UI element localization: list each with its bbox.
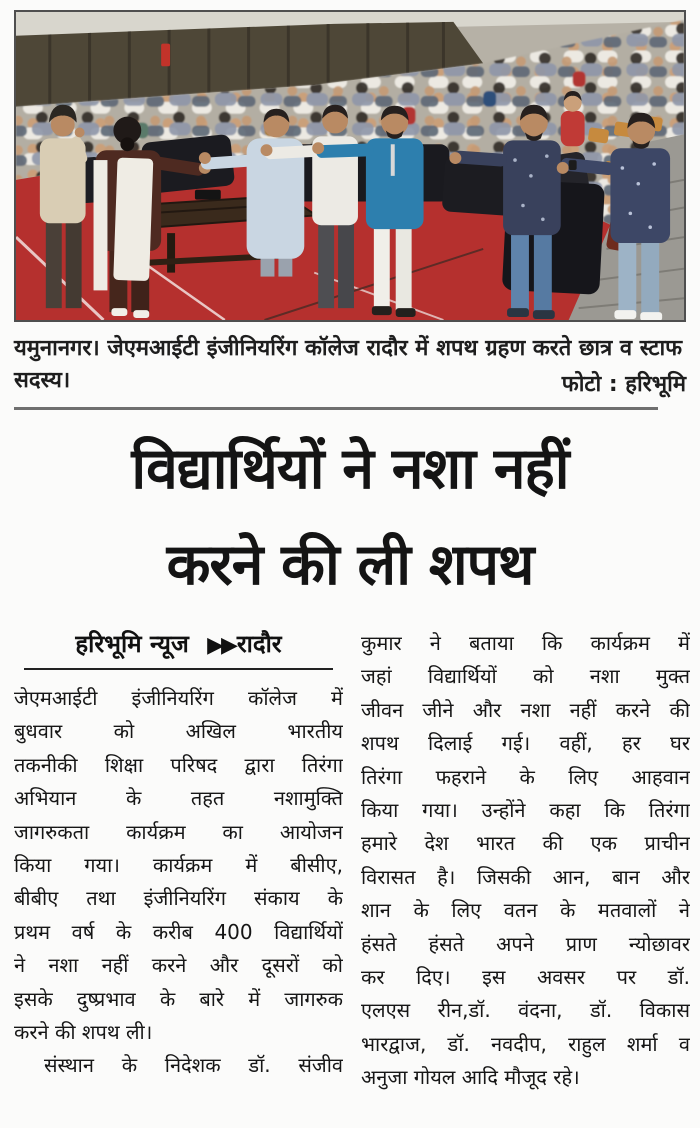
byline-agency: हरिभूमि न्यूज bbox=[75, 630, 189, 658]
body-line: ने नशा नहीं करने और दूसरों को bbox=[14, 953, 343, 978]
body-line: जेएमआईटी इंजीनियरिंग कॉलेज में bbox=[14, 686, 343, 710]
body-line: बुधवार को अखिल भारतीय bbox=[14, 719, 343, 744]
body-line: जीवन जीने और नशा नहीं करने की bbox=[361, 697, 690, 722]
body-line: हंसते हंसते अपने प्राण न्योछावर bbox=[361, 931, 690, 956]
body-line: तिरंगा फहराने के लिए आहवान bbox=[361, 764, 690, 789]
body-line: किया गया। उन्होंने कहा कि तिरंगा bbox=[361, 798, 690, 823]
headline bbox=[0, 421, 700, 613]
photo-credit: फोटो : हरिभूमि bbox=[554, 369, 686, 401]
body-line: शान के लिए वतन के मतवालों ने bbox=[361, 898, 690, 923]
byline bbox=[14, 627, 343, 661]
byline-divider bbox=[24, 668, 333, 670]
body-line: प्रथम वर्ष के करीब 400 विद्यार्थियों bbox=[14, 919, 343, 944]
body-line: जागरुकता कार्यक्रम का आयोजन bbox=[14, 819, 343, 844]
body-line: विरासत है। जिसकी आन, बान और bbox=[361, 864, 690, 889]
news-photo-illustration bbox=[16, 12, 684, 320]
body-line: इसके दुष्प्रभाव के बारे में जागरुक bbox=[14, 986, 343, 1011]
photo-caption-text: यमुनानगर। जेएमआईटी इंजीनियरिंग कॉलेज रादौर में शपथ ग्रहण करते छात्र व स्टाफ सदस्य। bbox=[14, 336, 683, 393]
body-line: संस्थान के निदेशक डॉ. संजीव bbox=[44, 1053, 343, 1078]
fast-forward-icon: ▶▶ bbox=[207, 633, 235, 658]
body-line: अभियान के तहत नशामुक्ति bbox=[14, 786, 343, 811]
article-body bbox=[14, 627, 690, 1095]
body-line: कर दिए। इस अवसर पर डॉ. bbox=[361, 965, 690, 990]
left-column-text bbox=[14, 682, 343, 1083]
body-line: शपथ दिलाई गई। वहीं, हर घर bbox=[361, 731, 690, 756]
photo-caption bbox=[14, 333, 686, 403]
right-column bbox=[361, 627, 690, 1095]
body-line: तकनीकी शिक्षा परिषद द्वारा तिरंगा bbox=[14, 752, 343, 777]
headline-line-2: करने की ली शपथ bbox=[166, 532, 534, 598]
body-line: किया गया। कार्यक्रम में बीसीए, bbox=[14, 853, 343, 878]
body-line: कुमार ने बताया कि कार्यक्रम में bbox=[361, 631, 690, 655]
news-photo bbox=[14, 10, 686, 322]
lanyard bbox=[391, 144, 395, 176]
body-line: बीबीए तथा इंजीनियरिंग संकाय के bbox=[14, 886, 343, 911]
caption-divider bbox=[14, 407, 658, 410]
figure-woman-red-top bbox=[561, 91, 585, 146]
body-line: करने की शपथ ली। bbox=[14, 1020, 153, 1045]
body-line: भारद्वाज, डॉ. नवदीप, राहुल शर्मा व bbox=[361, 1031, 690, 1056]
body-line: अनुजा गोयल आदि मौजूद रहे। bbox=[361, 1065, 580, 1090]
body-line: हमारे देश भारत की एक प्राचीन bbox=[361, 831, 690, 856]
fire-extinguisher bbox=[161, 44, 170, 67]
headline-line-1: विद्यार्थियों ने नशा नहीं bbox=[131, 436, 569, 502]
table-object bbox=[195, 190, 221, 200]
right-column-text bbox=[361, 627, 690, 1095]
left-column bbox=[14, 627, 343, 1095]
wristwatch bbox=[569, 160, 577, 170]
body-line: जहां विद्यार्थियों को नशा मुक्त bbox=[361, 664, 690, 689]
byline-location: रादौर bbox=[236, 630, 282, 658]
body-line: एलएस रीन,डॉ. वंदना, डॉ. विकास bbox=[361, 998, 690, 1023]
